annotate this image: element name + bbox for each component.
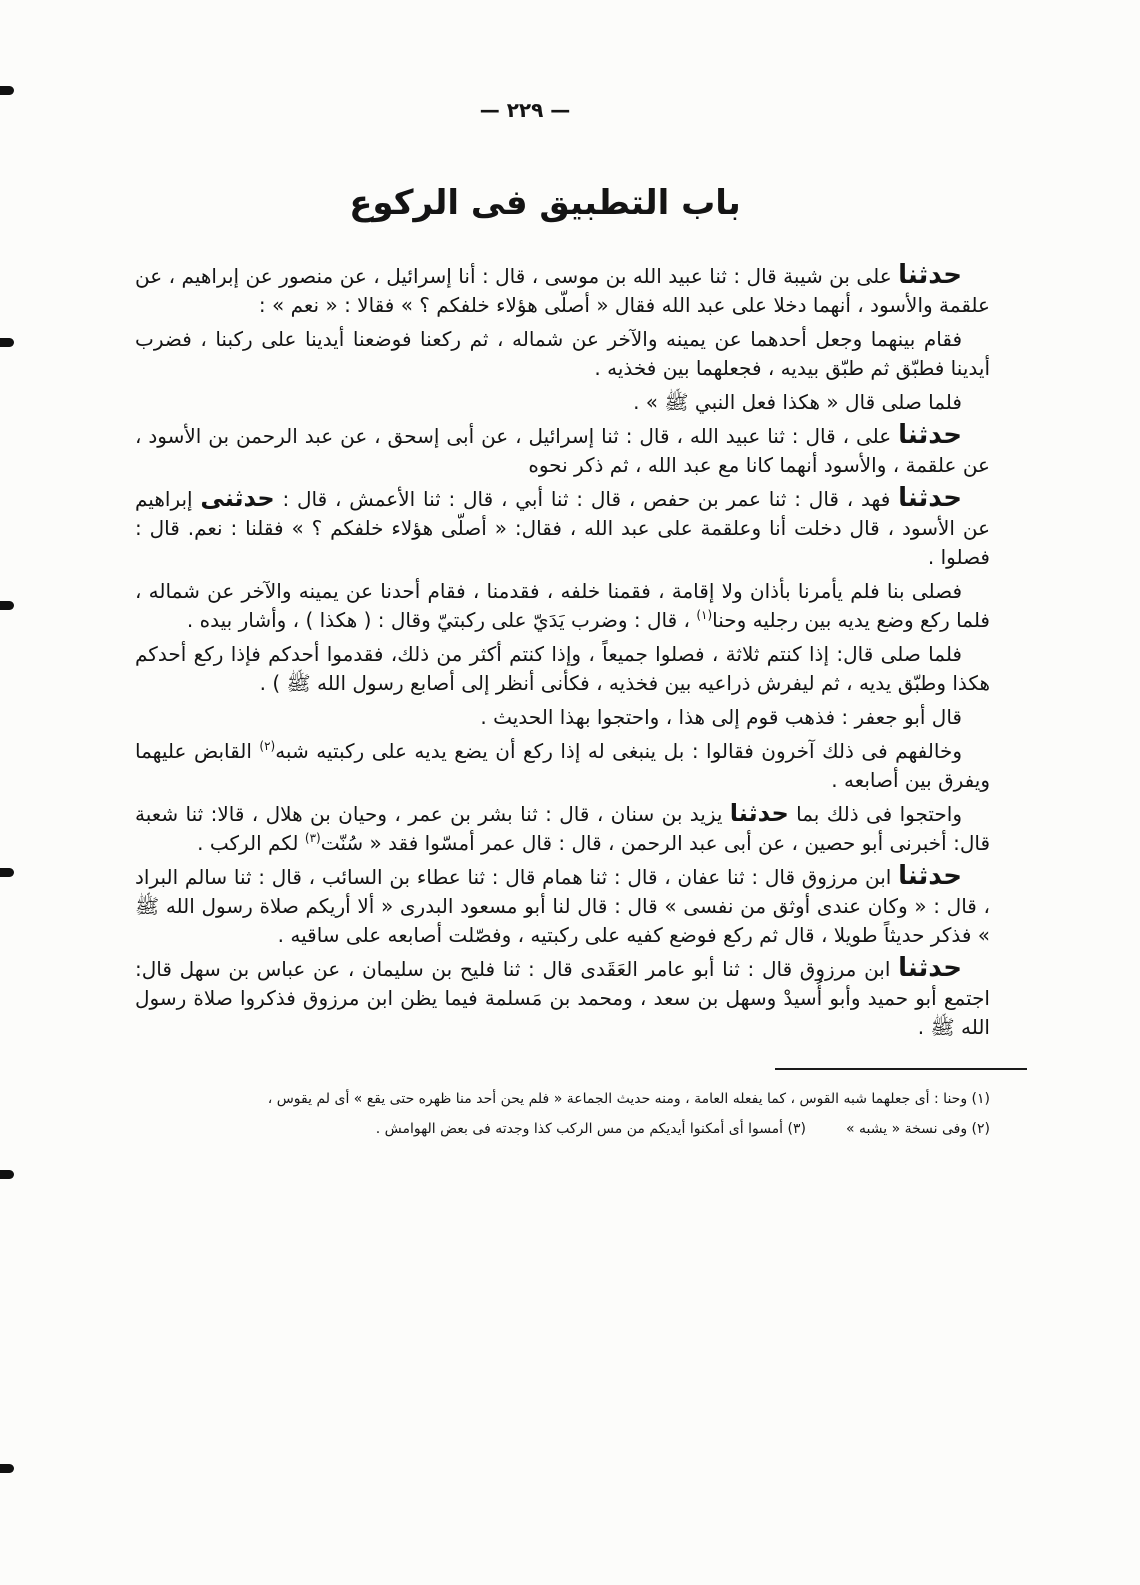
- hadith-paragraph: [135, 485, 990, 572]
- footnote-reference: (٢): [259, 739, 276, 753]
- text-paragraph: [135, 640, 990, 698]
- footnote-reference: (٣): [304, 831, 321, 845]
- hadith-lead-word: حدثنا: [898, 420, 962, 450]
- emphasized-word: حدثنا: [729, 799, 789, 827]
- binding-hole-mark: [0, 1464, 14, 1473]
- hadith-paragraph: [135, 262, 990, 320]
- footnote-reference: (١): [696, 608, 713, 622]
- binding-hole-mark: [0, 601, 14, 610]
- hadith-paragraph: [135, 863, 990, 950]
- paragraph-text: فلما صلى قال: إذا كنتم ثلاثة ، فصلوا جميعاً ، وإذا كنتم أكثر من ذلك، فقدموا أحدكم فإذا ركع أحدكم هكذا وطبّق يديه ، ثم ليفرش ذراعيه بين فخذيه ، فكأنى أنظر إلى أصابع رسول الله ﷺ ) .: [135, 642, 990, 695]
- binding-hole-mark: [0, 1170, 14, 1179]
- page-number: — ٢٢٩ —: [479, 98, 571, 122]
- paragraph-text: فقام بينهما وجعل أحدهما عن يمينه والآخر عن شماله ، ثم ركعنا فوضعنا أيدينا على ركبنا ، فضرب أيدينا فطبّق ثم طبّق بيديه ، فجعلهما بين فخذيه .: [135, 327, 990, 380]
- emphasized-word: حدثنى: [200, 484, 275, 512]
- paragraph-text: ابن مرزوق قال : ثنا أبو عامر العَقَدى قال : ثنا فليح بن سليمان ، عن عباس بن سهل قال: اجتمع أبو حميد وأبو أُسيدْ وسهل بن سعد ، ومحمد بن مَسلمة فيما يظن ابن مرزوق فذكروا صلاة رسول الله ﷺ .: [135, 957, 990, 1039]
- hadith-lead-word: حدثنا: [898, 483, 962, 513]
- paragraph-text: فلما صلى قال « هكذا فعل النبي ﷺ » .: [633, 390, 962, 414]
- paragraph-text: على بن شيبة قال : ثنا عبيد الله بن موسى ، قال : أنا إسرائيل ، عن منصور عن إبراهيم ، عن علقمة والأسود ، أنهما دخلا على عبد الله فقال « أصلّى هؤلاء خلفكم ؟ » فقالا : « نعم » :: [135, 264, 990, 317]
- footnote-row: [135, 1114, 990, 1144]
- paragraph-text: قال أبو جعفر : فذهب قوم إلى هذا ، واحتجوا بهذا الحديث .: [480, 705, 962, 729]
- chapter-title: باب التطبيق فى الركوع: [349, 183, 741, 223]
- hadith-lead-word: حدثنا: [898, 953, 962, 983]
- footnotes: [135, 1084, 990, 1144]
- text-paragraph: [135, 388, 990, 417]
- paragraph-text: ، قال : وضرب يَدَيّ على ركبتيّ وقال : ( هكذا ) ، وأشار بيده .: [186, 608, 697, 632]
- hadith-lead-word: حدثنا: [898, 861, 962, 891]
- paragraph-text: ابن مرزوق قال : ثنا عفان ، قال : ثنا همام قال : ثنا عطاء بن السائب ، قال : ثنا سالم البراد ، قال : « وكان عندى أوثق من نفسى » قال : قال لنا أبو مسعود البدرى « ألا أريكم صلاة رسول الله ﷺ » فذكر حديثاً طويلا ، قال ثم ركع فوضع كفيه على ركبتيه ، وفصّلت أصابعه على ساقيه .: [135, 865, 990, 947]
- paragraph-text: فصلى بنا فلم يأمرنا بأذان ولا إقامة ، فقمنا خلفه ، فقدمنا ، فقام أحدنا عن يمينه والآخر عن شماله ، فلما ركع وضع يديه بين رجليه وحنا: [135, 579, 990, 632]
- text-paragraph: [135, 703, 990, 732]
- paragraph-text: وخالفهم فى ذلك آخرون فقالوا : بل ينبغى له إذا ركع أن يضع يديه على ركبتيه شبه: [275, 739, 962, 763]
- hadith-paragraph: [135, 955, 990, 1042]
- text-paragraph: [135, 800, 990, 858]
- footnote-3: (٣) أمسوا أى أمكنوا أيديكم من مس الركب كذا وجدته فى بعض الهوامش .: [375, 1121, 806, 1137]
- footnote-2: (٢) وفى نسخة « يشبه »: [845, 1121, 990, 1137]
- hadith-lead-word: حدثنا: [898, 260, 962, 290]
- hadith-paragraph: [135, 422, 990, 480]
- footnote-1: (١) وحنا : أى جعلهما شبه القوس ، كما يفعله العامة ، ومنه حديث الجماعة « فلم يحن أحد منا ظهره حتى يقع » أى لم يقوس ،: [267, 1091, 990, 1107]
- text-paragraph: [135, 737, 990, 795]
- paragraph-text: القابض عليهما ويفرق بين أصابعه .: [135, 739, 990, 792]
- text-paragraph: [135, 325, 990, 383]
- text-paragraph: [135, 577, 990, 635]
- paragraph-text: فهد ، قال : ثنا عمر بن حفص ، قال : ثنا أبي ، قال : ثنا الأعمش ، قال :: [274, 487, 899, 511]
- paragraph-text: على ، قال : ثنا عبيد الله ، قال : ثنا إسرائيل ، عن أبى إسحق ، عن عبد الرحمن بن الأسود ، عن علقمة ، والأسود أنهما كانا مع عبد الله ، ثم ذكر نحوه: [135, 424, 990, 477]
- footnote-separator: [775, 1068, 1027, 1070]
- binding-hole-mark: [0, 338, 14, 347]
- paragraph-text: إبراهيم عن الأسود ، قال دخلت أنا وعلقمة على عبد الله ، فقال: « أصلّى هؤلاء خلفكم ؟ » فقلنا : نعم. قال : فصلوا .: [135, 487, 990, 569]
- binding-hole-mark: [0, 86, 14, 95]
- page-body: [135, 262, 990, 1144]
- paragraph-text: واحتجوا فى ذلك بما: [788, 802, 962, 826]
- binding-hole-mark: [0, 868, 14, 877]
- paragraph-text: لكم الركب .: [197, 831, 305, 855]
- paragraph-text: يزيد بن سنان ، قال : ثنا بشر بن عمر ، وحيان بن هلال ، قالا: ثنا شعبة قال: أخبرنى أبو حصين ، عن أبى عبد الرحمن ، قال : قال عمر أمسّوا فقد « سُنّت: [135, 802, 990, 855]
